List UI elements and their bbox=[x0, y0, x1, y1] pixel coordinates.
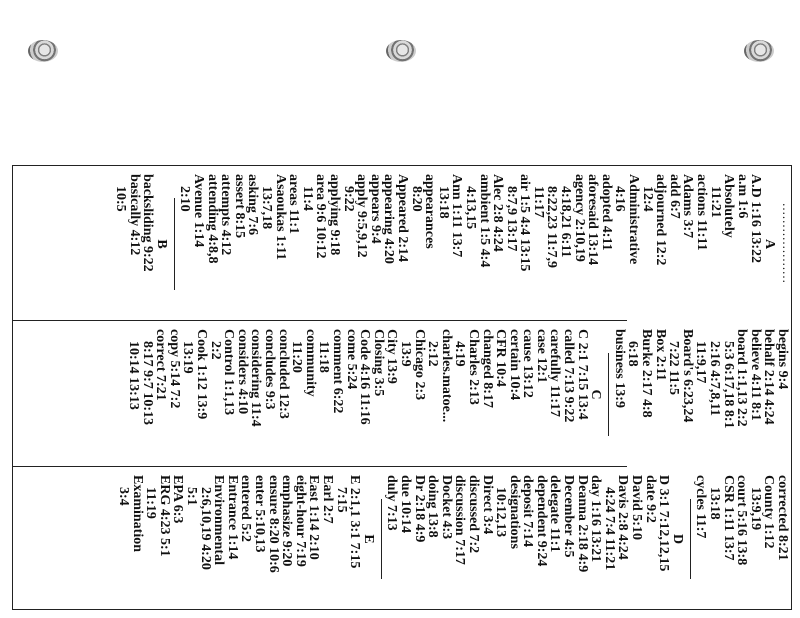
letter-heading: E bbox=[360, 534, 376, 544]
index-entry: considers 4:10 bbox=[234, 329, 250, 415]
index-entry: 2:10 bbox=[177, 186, 193, 212]
index-entry: begins 9:4 bbox=[775, 329, 790, 390]
index-entry: 11:18 bbox=[316, 341, 332, 373]
index-entry: 11:17 bbox=[530, 186, 546, 218]
index-entry: emphasize 9:20 bbox=[279, 475, 295, 567]
section-rule bbox=[174, 198, 175, 290]
index-entry: Avenue 1:14 bbox=[191, 174, 207, 248]
index-entry: attempts 4:12 bbox=[218, 174, 234, 256]
index-table bbox=[12, 165, 792, 610]
index-entry: 4:16 bbox=[612, 186, 628, 212]
index-entry: 3:4 bbox=[116, 487, 132, 506]
index-entry: 13:18 bbox=[707, 487, 723, 520]
index-entry: Deanna 2:18 4:9 bbox=[574, 475, 590, 573]
index-entry: 11:19 bbox=[143, 487, 159, 519]
index-entry: 13:19 bbox=[180, 341, 196, 374]
index-entry: Burke 2:17 4:8 bbox=[639, 329, 655, 418]
index-entry: correct 7:21 bbox=[153, 329, 169, 401]
index-entry: Control 1:1,13 bbox=[221, 329, 237, 416]
index-entry: 2:16 4:7,8,11 bbox=[707, 341, 723, 417]
index-entry: 13:18 bbox=[435, 186, 451, 219]
index-entry: CFR 10:4 bbox=[493, 329, 509, 387]
index-entry: Davis 2:8 4:24 bbox=[615, 475, 631, 560]
index-entry: 2:12 bbox=[425, 341, 441, 367]
index-entry: date 9:2 bbox=[642, 475, 658, 523]
index-entry: enter 5:10,13 bbox=[252, 475, 268, 553]
index-entry: December 4:5 bbox=[561, 475, 577, 558]
index-entry: 5:3 6:17,18 8:1 bbox=[720, 341, 736, 429]
index-entry: 8:20 bbox=[408, 186, 424, 212]
index-entry: A.D 1:16 13:22 bbox=[748, 174, 764, 264]
index-entry: day 1:16 13:21 bbox=[588, 475, 604, 563]
index-entry: 4:24 7:4 11:21 bbox=[601, 487, 617, 571]
index-entry: Box 2:11 bbox=[652, 329, 668, 381]
index-entry: actions 11:11 bbox=[694, 174, 710, 251]
index-entry: 2:2 bbox=[207, 341, 223, 360]
index-entry: Entrance 1:14 bbox=[224, 475, 240, 560]
index-entry: 5:1 bbox=[184, 487, 200, 506]
index-entry: carefully 11:17 bbox=[547, 329, 563, 418]
index-entry: EPA 6:3 bbox=[170, 475, 186, 524]
index-column-c-e bbox=[13, 467, 791, 609]
index-entry: Administrative bbox=[626, 174, 642, 265]
index-entry: discussion 7:17 bbox=[452, 475, 468, 565]
index-entry: East 1:14 2:10 bbox=[306, 475, 322, 560]
index-entry: 7:15 bbox=[333, 487, 349, 513]
index-entry: appearing 4:20 bbox=[381, 174, 397, 264]
index-entry: adopted 4:11 bbox=[598, 174, 614, 251]
index-entry: agency 2:10,19 bbox=[571, 174, 587, 262]
index-entry: Absolutely bbox=[721, 174, 737, 238]
index-entry: 7:22 11:5 bbox=[666, 341, 682, 396]
index-entry: considering 11:4 bbox=[248, 329, 264, 427]
punch-hole-right bbox=[28, 40, 58, 62]
index-entry: 4:13,15 bbox=[462, 186, 478, 230]
index-entry: behalf 2:14 4:24 bbox=[761, 329, 777, 425]
index-column-b-c bbox=[13, 321, 791, 466]
index-entry: called 7:13 9:22 bbox=[561, 329, 577, 423]
section-rule bbox=[690, 499, 691, 579]
index-entry: 4:18,21 6:11 bbox=[558, 186, 574, 258]
index-entry: Adams 3:7 bbox=[680, 174, 696, 239]
index-entry: 8:17 9:7 10:13 bbox=[139, 341, 155, 425]
index-entry: doing 13:8 bbox=[425, 475, 441, 538]
index-entry: basically 4:12 bbox=[126, 174, 142, 256]
index-entry: 13:7,18 bbox=[259, 186, 275, 230]
index-entry: court 5:16 13:8 bbox=[734, 475, 750, 566]
index-entry: 10:5 bbox=[113, 186, 129, 212]
index-entry: E 2:1,1 3:1 7:15 bbox=[347, 475, 363, 569]
index-entry: Direct 3:4 bbox=[479, 475, 495, 535]
letter-heading: A bbox=[762, 238, 777, 250]
index-entry: Closing 3:5 bbox=[370, 329, 386, 397]
index-entry: backsliding 9:22 bbox=[140, 174, 156, 272]
index-entry: 10:14 13:13 bbox=[126, 341, 142, 410]
index-entry: copy 5:14 7:2 bbox=[166, 329, 182, 409]
index-entry: ambient 1:5 4:4 bbox=[476, 174, 492, 268]
index-entry: certain 10:4 bbox=[506, 329, 522, 401]
index-entry: Alec 2:8 4:24 bbox=[490, 174, 506, 252]
index-entry: corrected 8:21 bbox=[775, 475, 790, 561]
index-entry: community bbox=[302, 329, 318, 397]
index-entry: asking 7:6 bbox=[245, 174, 261, 236]
index-entry: delegate 11:1 bbox=[547, 475, 563, 553]
section-rule bbox=[608, 353, 609, 436]
index-entry: 11:4 bbox=[299, 186, 315, 211]
section-rule bbox=[381, 499, 382, 579]
index-entry: 4:19 bbox=[452, 341, 468, 367]
index-entry: Environmental bbox=[211, 475, 227, 565]
index-entry: attending 4:8,8 bbox=[204, 174, 220, 264]
letter-heading: B bbox=[153, 239, 169, 249]
index-entry: changed 8:17 bbox=[479, 329, 495, 408]
index-entry: Ann 1:11 13:7 bbox=[449, 174, 465, 258]
index-entry: believe 4:11 8:1 bbox=[747, 329, 763, 421]
index-entry: City 13:9 bbox=[384, 329, 400, 384]
index-entry: entered 5:2 bbox=[238, 475, 254, 542]
index-entry: CSR 1:11 13:7 bbox=[720, 475, 736, 561]
index-entry: 11:20 bbox=[289, 341, 305, 373]
index-entry: dependent 9:24 bbox=[533, 475, 549, 567]
index-entry: business 13:9 bbox=[611, 329, 627, 408]
index-entry: 8:22,23 11:7,9 bbox=[544, 186, 560, 269]
index-entry: a.m 1:6 bbox=[734, 174, 750, 219]
index-entry: air 1:5 4:4 13:15 bbox=[517, 174, 533, 272]
index-entry: eight-hour 7:19 bbox=[292, 475, 308, 567]
index-entry: Chicago 2:3 bbox=[411, 329, 427, 401]
index-entry: cycles 11:7 bbox=[693, 475, 709, 539]
index-entry: Docket 4:3 bbox=[438, 475, 454, 540]
index-entry: applying 9:18 bbox=[327, 174, 342, 256]
index-entry: Asaoukas 1:11 bbox=[272, 174, 288, 260]
index-entry: area 9:6 10:12 bbox=[313, 174, 329, 259]
index-entry: Examination bbox=[129, 475, 145, 553]
index-entry: Cook 1:12 13:9 bbox=[194, 329, 210, 420]
index-entry: appearances bbox=[422, 174, 438, 249]
index-entry: deposit 7:14 bbox=[520, 475, 536, 547]
index-entry: assert 8:15 bbox=[231, 174, 247, 239]
punch-hole-left bbox=[744, 40, 774, 62]
index-entry: concluded 12:3 bbox=[275, 329, 291, 419]
index-entry: 10:12,13 bbox=[493, 487, 509, 538]
index-entry: 13:9 bbox=[397, 341, 413, 367]
index-entry: cause 13:12 bbox=[520, 329, 536, 398]
index-entry: due 10:14 bbox=[397, 475, 413, 533]
index-entry: duly 7:13 bbox=[384, 475, 400, 531]
index-entry: Code 4:16 11:16 bbox=[357, 329, 373, 425]
index-entry: board 1:1,13 2:2 bbox=[734, 329, 750, 427]
index-entry: Board's 6:23,24 bbox=[679, 329, 695, 423]
index-entry: case 12:1 bbox=[533, 329, 549, 384]
index-entry: ensure 8:20 10:6 bbox=[265, 475, 281, 573]
index-entry: Dr 2:18 4:9 bbox=[411, 475, 427, 543]
index-entry: come 5:24 bbox=[343, 329, 359, 390]
index-entry: apply 9:5,9,12 bbox=[354, 174, 370, 258]
index-entry: adjourned 12:2 bbox=[653, 174, 669, 266]
index-entry: ERG 4:23 5:1 bbox=[156, 475, 172, 557]
index-entry: D 3:1 7:12,12,15 bbox=[656, 475, 672, 572]
index-entry: comment 6:22 bbox=[330, 329, 345, 414]
index-entry: 13:9,19 bbox=[747, 487, 763, 531]
index-entry: Earl 2:7 bbox=[320, 475, 335, 524]
index-entry: concludes 9:3 bbox=[262, 329, 278, 410]
index-entry: charles.matoe... bbox=[438, 329, 454, 423]
index-entry: 2:6,10,19 4:20 bbox=[197, 487, 213, 570]
index-column-a-b bbox=[13, 166, 791, 320]
index-entry: add 6:7 bbox=[666, 174, 682, 219]
punch-hole-middle bbox=[386, 40, 416, 62]
index-entry: 11:9,17 bbox=[693, 341, 709, 384]
index-entry: 8:7,9 13:17 bbox=[503, 186, 519, 252]
index-entry: appears 9:4 bbox=[367, 174, 383, 244]
index-entry: Appeared 2:14 bbox=[394, 174, 410, 263]
index-entry: designations bbox=[506, 475, 522, 549]
index-entry: Charles 2:13 bbox=[465, 329, 481, 405]
index-entry: aforesaid 13:14 bbox=[585, 174, 601, 266]
index-entry: 12:4 bbox=[639, 186, 655, 212]
index-entry: 11:21 bbox=[707, 186, 723, 218]
index-entry: C 2:1 7:15 13:4 bbox=[574, 329, 590, 420]
index-entry: David 5:10 bbox=[629, 475, 645, 540]
letter-heading: C bbox=[588, 389, 604, 400]
index-entry: 6:18 bbox=[625, 341, 641, 367]
index-entry: areas 11:1 bbox=[286, 174, 302, 235]
leader-dots: ................... bbox=[781, 203, 791, 285]
letter-heading: D bbox=[669, 533, 685, 545]
index-entry: County 1:12 bbox=[761, 475, 777, 549]
index-entry: discussed 7:2 bbox=[465, 475, 481, 554]
index-entry: 9:22 bbox=[340, 186, 356, 212]
